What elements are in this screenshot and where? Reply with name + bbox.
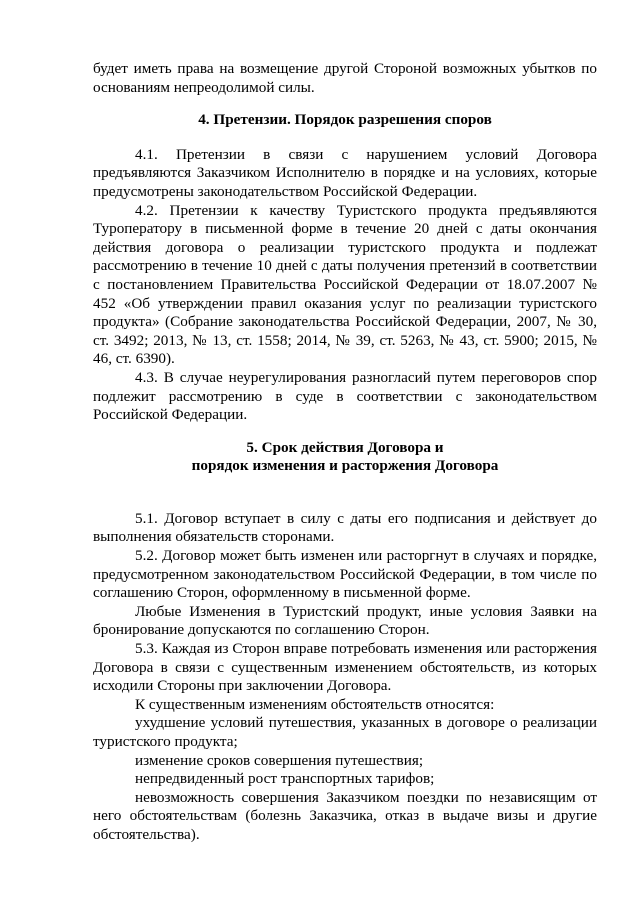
section-5-heading-line-1: 5. Срок действия Договора и [246, 438, 444, 456]
paragraph-5-3: 5.3. Каждая из Сторон вправе потребовать изменения или расторжения Договора в связи с существенным изменением обстоятельств, из которых исходили Стороны при заключении Договора. [93, 640, 597, 695]
paragraph-force-majeure-end: будет иметь права на возмещение другой Стороной возможных убытков по основаниям непреодолимой силы. [93, 60, 597, 96]
section-5-heading-wrap [93, 439, 597, 476]
paragraph-5-2: 5.2. Договор может быть изменен или расторгнут в случаях и порядке, предусмотренном законодательством Российской Федерации, в том числе по соглашению Сторон, оформленному в письменной форме. [93, 547, 597, 602]
list-item-trip-impossibility: невозможность совершения Заказчиком поездки по независящим от него обстоятельствам (болезнь Заказчика, отказ в выдаче визы и другие обстоятельства). [93, 788, 597, 843]
paragraph-essential-changes: К существенным изменениям обстоятельств относятся: [135, 695, 495, 713]
section-5-heading [93, 439, 597, 476]
paragraph-4-2: 4.2. Претензии к качеству Туристского продукта предъявляются Туроператору в письменной форме в течение 20 дней с даты окончания действия договора о реализации туристского продукта и подлежат рассмотрению в течение 10 дней с даты получения претензий в соответствии с постановлением Правительства Российской Федерации от 18.07.2007 № 452 «Об утверждении правил оказания услуг по реализации туристского продукта» (Собрание законодательства Российской Федерации, 2007, № 30, ст. 3492; 2013, № 13, ст. 1558; 2014, № 39, ст. 5263, № 43, ст. 5900; 2015, № 46, ст. 6390). [93, 201, 597, 368]
section-5-heading-line-2: порядок изменения и расторжения Договора [191, 457, 499, 475]
paragraph-4-3: 4.3. В случае неурегулирования разногласий путем переговоров спор подлежит рассмотрению в суде в соответствии с законодательством Российской Федерации. [93, 368, 597, 424]
list-item-transport-tariffs: непредвиденный рост транспортных тарифов; [135, 770, 435, 788]
document-body [93, 60, 597, 845]
list-item-travel-conditions: ухудшение условий путешествия, указанных в договоре о реализации туристского продукта; [93, 714, 597, 750]
paragraph-changes: Любые Изменения в Туристский продукт, иные условия Заявки на бронирование допускаются по соглашению Сторон. [93, 602, 597, 639]
paragraph-5-1: 5.1. Договор вступает в силу с даты его подписания и действует до выполнения обязательств сторонами. [93, 509, 597, 546]
list-item-travel-dates: изменение сроков совершения путешествия; [135, 751, 424, 769]
paragraph-4-1: 4.1. Претензии в связи с нарушением условий Договора предъявляются Заказчиком Исполнителю в порядке и на условиях, которые предусмотрены законодательством Российской Федерации. [93, 145, 597, 200]
section-4-heading: 4. Претензии. Порядок разрешения споров [198, 111, 492, 129]
section-4-heading-wrap [93, 111, 597, 130]
